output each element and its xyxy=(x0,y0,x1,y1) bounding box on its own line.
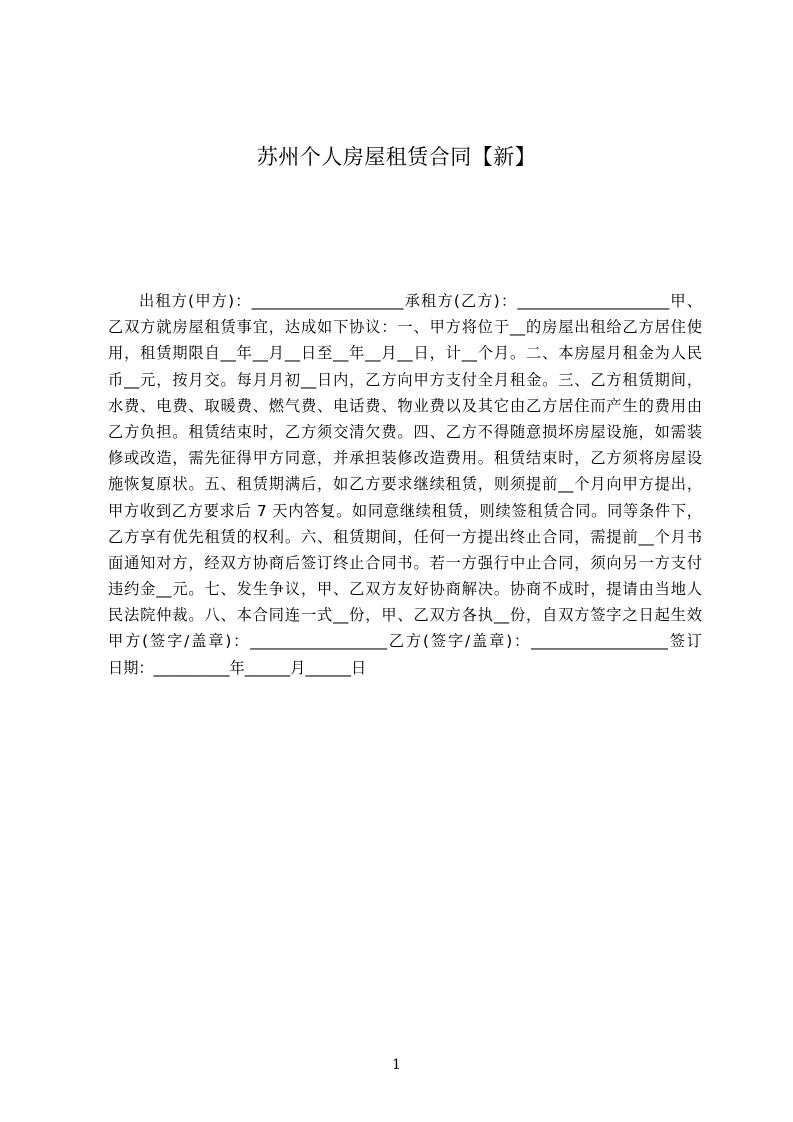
signature-line: 甲方(签字/盖章)：__________________乙方(签字/盖章)：__________________签订 xyxy=(108,632,702,651)
body-line: 乙方享有优先租赁的权利。六、租赁期间，任何一方提出终止合同，需提前__个月书 xyxy=(108,527,702,546)
signing-date-line: 日期：__________年______月______日 xyxy=(108,658,367,677)
body-line: 违约金__元。七、发生争议，甲、乙双方友好协商解决。协商不成时，提请由当地人 xyxy=(108,580,702,599)
body-line: 民法院仲裁。八、本合同连一式__份，甲、乙双方各执__份，自双方签字之日起生效 xyxy=(108,606,702,625)
body-line: 施恢复原状。五、租赁期满后，如乙方要求继续租赁，则须提前__个月向甲方提出， xyxy=(108,475,702,494)
body-line: 乙方负担。租赁结束时，乙方须交清欠费。四、乙方不得随意损坏房屋设施，如需装 xyxy=(108,422,702,441)
contract-body xyxy=(108,288,702,681)
body-line: 甲方收到乙方要求后 7 天内答复。如同意继续租赁，则续签租赁合同。同等条件下， xyxy=(108,501,702,520)
body-line: 乙双方就房屋租赁事宜，达成如下协议：一、甲方将位于__的房屋出租给乙方居住使 xyxy=(108,318,702,337)
body-line: 出租方(甲方)：____________________承租方(乙方)：____________________甲、 xyxy=(139,292,702,310)
body-line: 币__元，按月交。每月月初__日内，乙方向甲方支付全月租金。三、乙方租赁期间， xyxy=(108,370,702,389)
document-title: 苏州个人房屋租赁合同【新】 xyxy=(256,145,537,169)
body-line: 用，租赁期限自__年__月__日至__年__月__日，计__个月。二、本房屋月租金为人民 xyxy=(108,344,702,363)
page-number: 1 xyxy=(392,1057,401,1073)
body-line: 修或改造，需先征得甲方同意，并承担装修改造费用。租赁结束时，乙方须将房屋设 xyxy=(108,449,702,468)
body-line: 水费、电费、取暖费、燃气费、电话费、物业费以及其它由乙方居住而产生的费用由 xyxy=(108,396,702,415)
body-line: 面通知对方，经双方协商后签订终止合同书。若一方强行中止合同，须向另一方支付 xyxy=(108,553,702,572)
